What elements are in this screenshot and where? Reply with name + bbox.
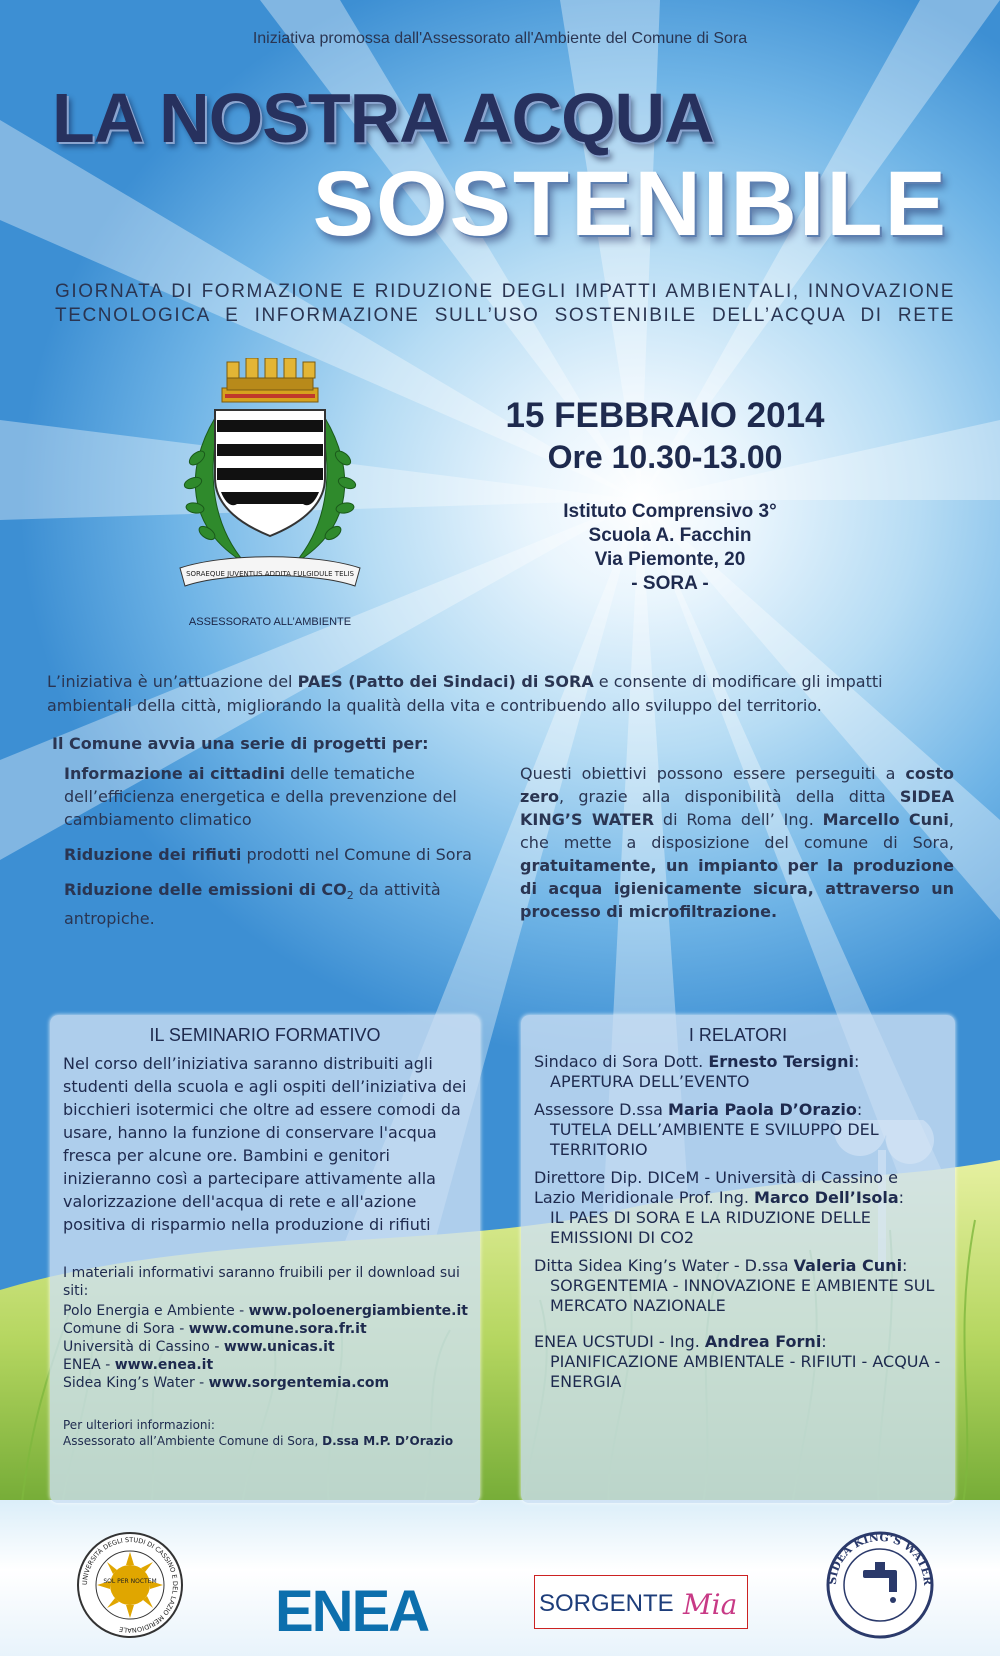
event-date-block <box>470 395 860 477</box>
list-item: Riduzione dei rifiuti prodotti nel Comune di Sora <box>64 845 472 864</box>
venue-line-2: Scuola A. Facchin <box>588 525 752 546</box>
subtitle-line-2: TECNOLOGICA E INFORMAZIONE SULL’USO SOSTENIBILE DELL’ACQUA DI RETE <box>55 305 955 326</box>
materials-intro: I materiali informativi saranno fruibili per il download sui siti: <box>63 1265 460 1299</box>
kings-water-logo-icon <box>825 1530 935 1640</box>
subtitle <box>55 280 955 328</box>
university-motto: SOL PER NOCTEM <box>103 1578 157 1585</box>
projects-title: Il Comune avvia una serie di progetti per: <box>52 734 429 753</box>
title-line-1: LA NOSTRA ACQUA <box>52 79 714 157</box>
venue-line-1: Istituto Comprensivo 3° <box>563 501 777 522</box>
intro-text-1: L’iniziativa è un’attuazione del <box>47 672 298 691</box>
event-venue <box>520 500 820 596</box>
university-name: UNIVERSITÀ DEGLI STUDI DI CASSINO E DEL LAZIO MERIDIONALE <box>80 1535 180 1635</box>
materials-list <box>63 1302 468 1392</box>
seminar-text: Nel corso dell’iniziativa saranno distribuiti agli studenti della scuola e agli ospiti dell’iniziativa dei bicchieri isotermici che oltre ad essere comodi da usare, hanno la funzione di conservare l'acqua fresca per alcune ore. Bambini e genitori inizieranno così a partecipare attivamente alla valorizzazione dell'acqua di rete e all'azione positiva di risparmio nella produzione di rifiuti <box>63 1054 467 1234</box>
more-info <box>63 1417 468 1449</box>
intro-paes: PAES (Patto dei Sindaci) di SORA <box>297 672 594 691</box>
speakers-box <box>521 1015 955 1503</box>
promoter-note: Iniziativa promossa dall'Assessorato all'Ambiente del Comune di Sora <box>252 30 748 47</box>
event-date: 15 FEBBRAIO 2014 <box>505 396 825 435</box>
enea-logo: ENEA <box>275 1579 429 1644</box>
intro-paragraph <box>47 670 957 718</box>
intro-text-2: e consente di modificare gli impatti ambientali della città, migliorando la qualità della vita e contribuendo allo sviluppo del territorio. <box>47 672 883 715</box>
list-item: Ditta Sidea King’s Water - D.ssa Valeria Cuni: SORGENTEMIA - INNOVAZIONE E AMBIENTE SUL MERCATO NAZIONALE <box>534 1256 935 1315</box>
title-line-2: SOSTENIBILE <box>312 153 948 255</box>
projects-list <box>64 762 484 942</box>
event-time: Ore 10.30-13.00 <box>547 439 783 475</box>
subtitle-line-1: GIORNATA DI FORMAZIONE E RIDUZIONE DEGLI IMPATTI AMBIENTALI, INNOVAZIONE <box>55 281 955 302</box>
site-link[interactable]: www.unicas.it <box>223 1339 335 1355</box>
list-item: Direttore Dip. DICeM - Università di Cassino e Lazio Meridionale Prof. Ing. Marco Dell’Isola: IL PAES DI SORA E LA RIDUZIONE DELLE EMISSIONI DI CO2 <box>534 1168 905 1247</box>
sora-coat-of-arms-icon <box>175 358 365 618</box>
speakers-heading: I RELATORI <box>688 1025 788 1045</box>
venue-line-3: Via Piemonte, 20 <box>594 549 746 570</box>
kings-water-text: SIDEA KING’S WATER <box>825 1530 935 1586</box>
crest-motto: SORAEQUE JUVENTUS ADDITA FULGIDULE TELIS <box>186 570 354 578</box>
site-link[interactable]: www.enea.it <box>114 1357 214 1373</box>
speakers-list <box>534 1052 943 1392</box>
crown-icon <box>222 358 318 402</box>
site-link[interactable]: www.comune.sora.fr.it <box>188 1321 367 1337</box>
list-item: ENEA UCSTUDI - Ing. Andrea Forni: PIANIFICAZIONE AMBIENTALE - RIFIUTI - ACQUA - ENERGIA <box>534 1332 941 1391</box>
info-contact: Assessorato all’Ambiente Comune di Sora, D.ssa M.P. D’Orazio <box>63 1434 454 1448</box>
venue-line-4: - SORA - <box>631 573 709 594</box>
sorgentemia-logo <box>534 1575 748 1629</box>
list-item: Informazione ai cittadini delle tematiche dell’efficienza energetica e della prevenzione del cambiamento climatico <box>64 764 457 829</box>
mia-text: Mia <box>683 1588 738 1621</box>
list-item: Sindaco di Sora Dott. Ernesto Tersigni: APERTURA DELL’EVENTO <box>534 1052 860 1091</box>
objectives-paragraph: Questi obiettivi possono essere perseguiti a costo zero, grazie alla disponibilità della ditta SIDEA KING’S WATER di Roma dell’ Ing. Marcello Cuni, che mette a disposizione del comune di Sora, gratuitamente, un impianto per la produzione di acqua igienicamente sicura, attraverso un processo di microfiltrazione. <box>520 764 955 921</box>
list-item: ENEA - www.enea.it <box>63 1357 214 1373</box>
list-item: Riduzione delle emissioni di $CO_2$ da attività antropiche. <box>64 880 441 929</box>
site-link[interactable]: www.poloenergiambiente.it <box>248 1303 468 1319</box>
site-link[interactable]: www.sorgentemia.com <box>208 1375 390 1391</box>
list-item: Università di Cassino - www.unicas.it <box>63 1339 335 1355</box>
seminar-box <box>50 1015 480 1503</box>
list-item: Polo Energia e Ambiente - www.poloenergiambiente.it <box>63 1303 468 1319</box>
sorgente-text: SORGENTE <box>539 1590 674 1617</box>
list-item: Assessore D.ssa Maria Paola D’Orazio: TUTELA DELL’AMBIENTE E SVILUPPO DEL TERRITORIO <box>534 1100 879 1159</box>
crest-caption: ASSESSORATO ALL’AMBIENTE <box>188 616 352 628</box>
list-item: Sidea King’s Water - www.sorgentemia.com <box>63 1375 390 1391</box>
list-item: Comune di Sora - www.comune.sora.fr.it <box>63 1321 367 1337</box>
university-logo-icon <box>75 1530 185 1640</box>
info-label: Per ulteriori informazioni: <box>63 1418 215 1432</box>
seminar-heading: IL SEMINARIO FORMATIVO <box>149 1025 381 1045</box>
